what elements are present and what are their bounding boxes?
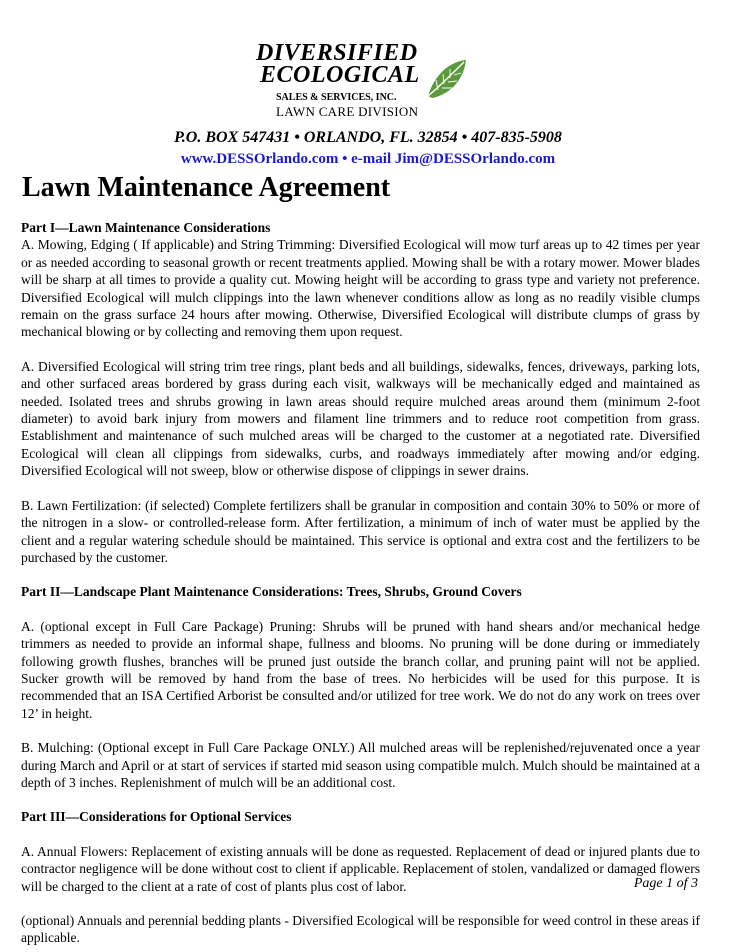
part2-para-pruning: A. (optional except in Full Care Package) Pruning: Shrubs will be pruned with hand shears and/or mechanical hedge trimmers as needed to provide an informal shape, fullness and blooms. No pruning will be done during or immediately following growth flushes, branches will be pruned just outside the branch collar, and pruning paint will not be applied. Sucker growth will be removed by hand from the base of trees. No herbicides will be used for this purpose. It is recommended that an ISA Certified Arborist be consulted and/or utilized for tree work. We do not do any work on trees over 12’ in height.: [21, 618, 700, 721]
part1-heading: Part I—Lawn Maintenance Considerations: [21, 220, 271, 235]
part3-heading: Part III—Considerations for Optional Services: [21, 809, 292, 825]
part1-para-mowing: A. Mowing, Edging ( If applicable) and String Trimming: Diversified Ecological will mow turf areas up to 42 times per year or as needed according to seasonal growth or recent treatments applied. Mowing shall be with a rotary mower. Mower blades will be sharp at all times to provide a quality cut. Mowing height will be according to grass type and variety not preference. Diversified Ecological will mulch clippings into the lawn whenever conditions allow as long as no readily visible clumps remain on the grass surface 24 hours after mowing. Otherwise, Diversified Ecological will distribute clumps of grass by mechanical blowing or by collecting and removing them upon request.: [21, 237, 700, 340]
part2-heading: Part II—Landscape Plant Maintenance Considerations: Trees, Shrubs, Ground Covers: [21, 584, 522, 600]
web-email-line[interactable]: www.DESSOrlando.com • e-mail Jim@DESSOrlando.com: [180, 151, 556, 167]
logo-company-name-line1: DIVERSIFIED: [256, 40, 418, 66]
part3-para-annual-flowers: A. Annual Flowers: Replacement of existing annuals will be done as requested. Replacement of dead or injured plants due to contractor negligence will be done without cost to client if applicable. Replacement of stolen, vandalized or damaged flowers will be charged to the client at a rate of cost of plants plus cost of labor.: [21, 843, 700, 894]
document-body: [21, 219, 700, 947]
logo-division: LAWN CARE DIVISION: [276, 104, 419, 119]
part1-para-fertilization: B. Lawn Fertilization: (if selected) Complete fertilizers shall be granular in composition and contain 30% to 50% or more of the nitrogen in a slow- or controlled-release form. After fertilization, a minimum of inch of water must be applied by the client and a regular watering schedule should be maintained. This service is optional and extra cost and the fertilizers to be purchased by the customer.: [21, 497, 700, 565]
part2-para-mulching: B. Mulching: (Optional except in Full Care Package ONLY.) All mulched areas will be replenished/rejuvenated once a year during March and April or at start of services if started mid season using compatible mulch. Mulch should be maintained at a depth of 3 inches. Replenishment of mulch will be an additional cost.: [21, 740, 700, 790]
logo-company-name-line2: ECOLOGICAL: [260, 62, 420, 88]
part1-para-trimming: A. Diversified Ecological will string trim tree rings, plant beds and all buildings, sidewalks, fences, driveways, parking lots, and other surfaced areas bordered by grass during each visit, walkways will be mechanically edged and maintained as needed. Isolated trees and shrubs growing in lawn areas should require mulched areas around them (minimum 2-foot diameter) to avoid bark injury from mowers and filament line trimmers and to reduce root competition from grass. Establishment and maintenance of such mulched areas will be charged to the customer at a negotiated rate. Diversified Ecological will clean all clippings from sidewalks, curbs, and roadways immediately after mowing and/or edging. Diversified Ecological will not sweep, blow or otherwise dispose of clippings in sewer drains.: [21, 358, 700, 479]
address-line: P.O. BOX 547431 • ORLANDO, FL. 32854 • 407-835-5908: [174, 129, 562, 146]
document-title: Lawn Maintenance Agreement: [22, 172, 391, 203]
page-number: Page 1 of 3: [633, 876, 698, 891]
part3-para-bedding-plants: (optional) Annuals and perennial bedding plants - Diversified Ecological will be responsible for weed control in these areas if applicable.: [21, 913, 700, 946]
logo-company-subtitle: SALES & SERVICES, INC.: [276, 92, 397, 103]
company-logo: [250, 40, 490, 122]
leaf-icon: [424, 56, 470, 102]
